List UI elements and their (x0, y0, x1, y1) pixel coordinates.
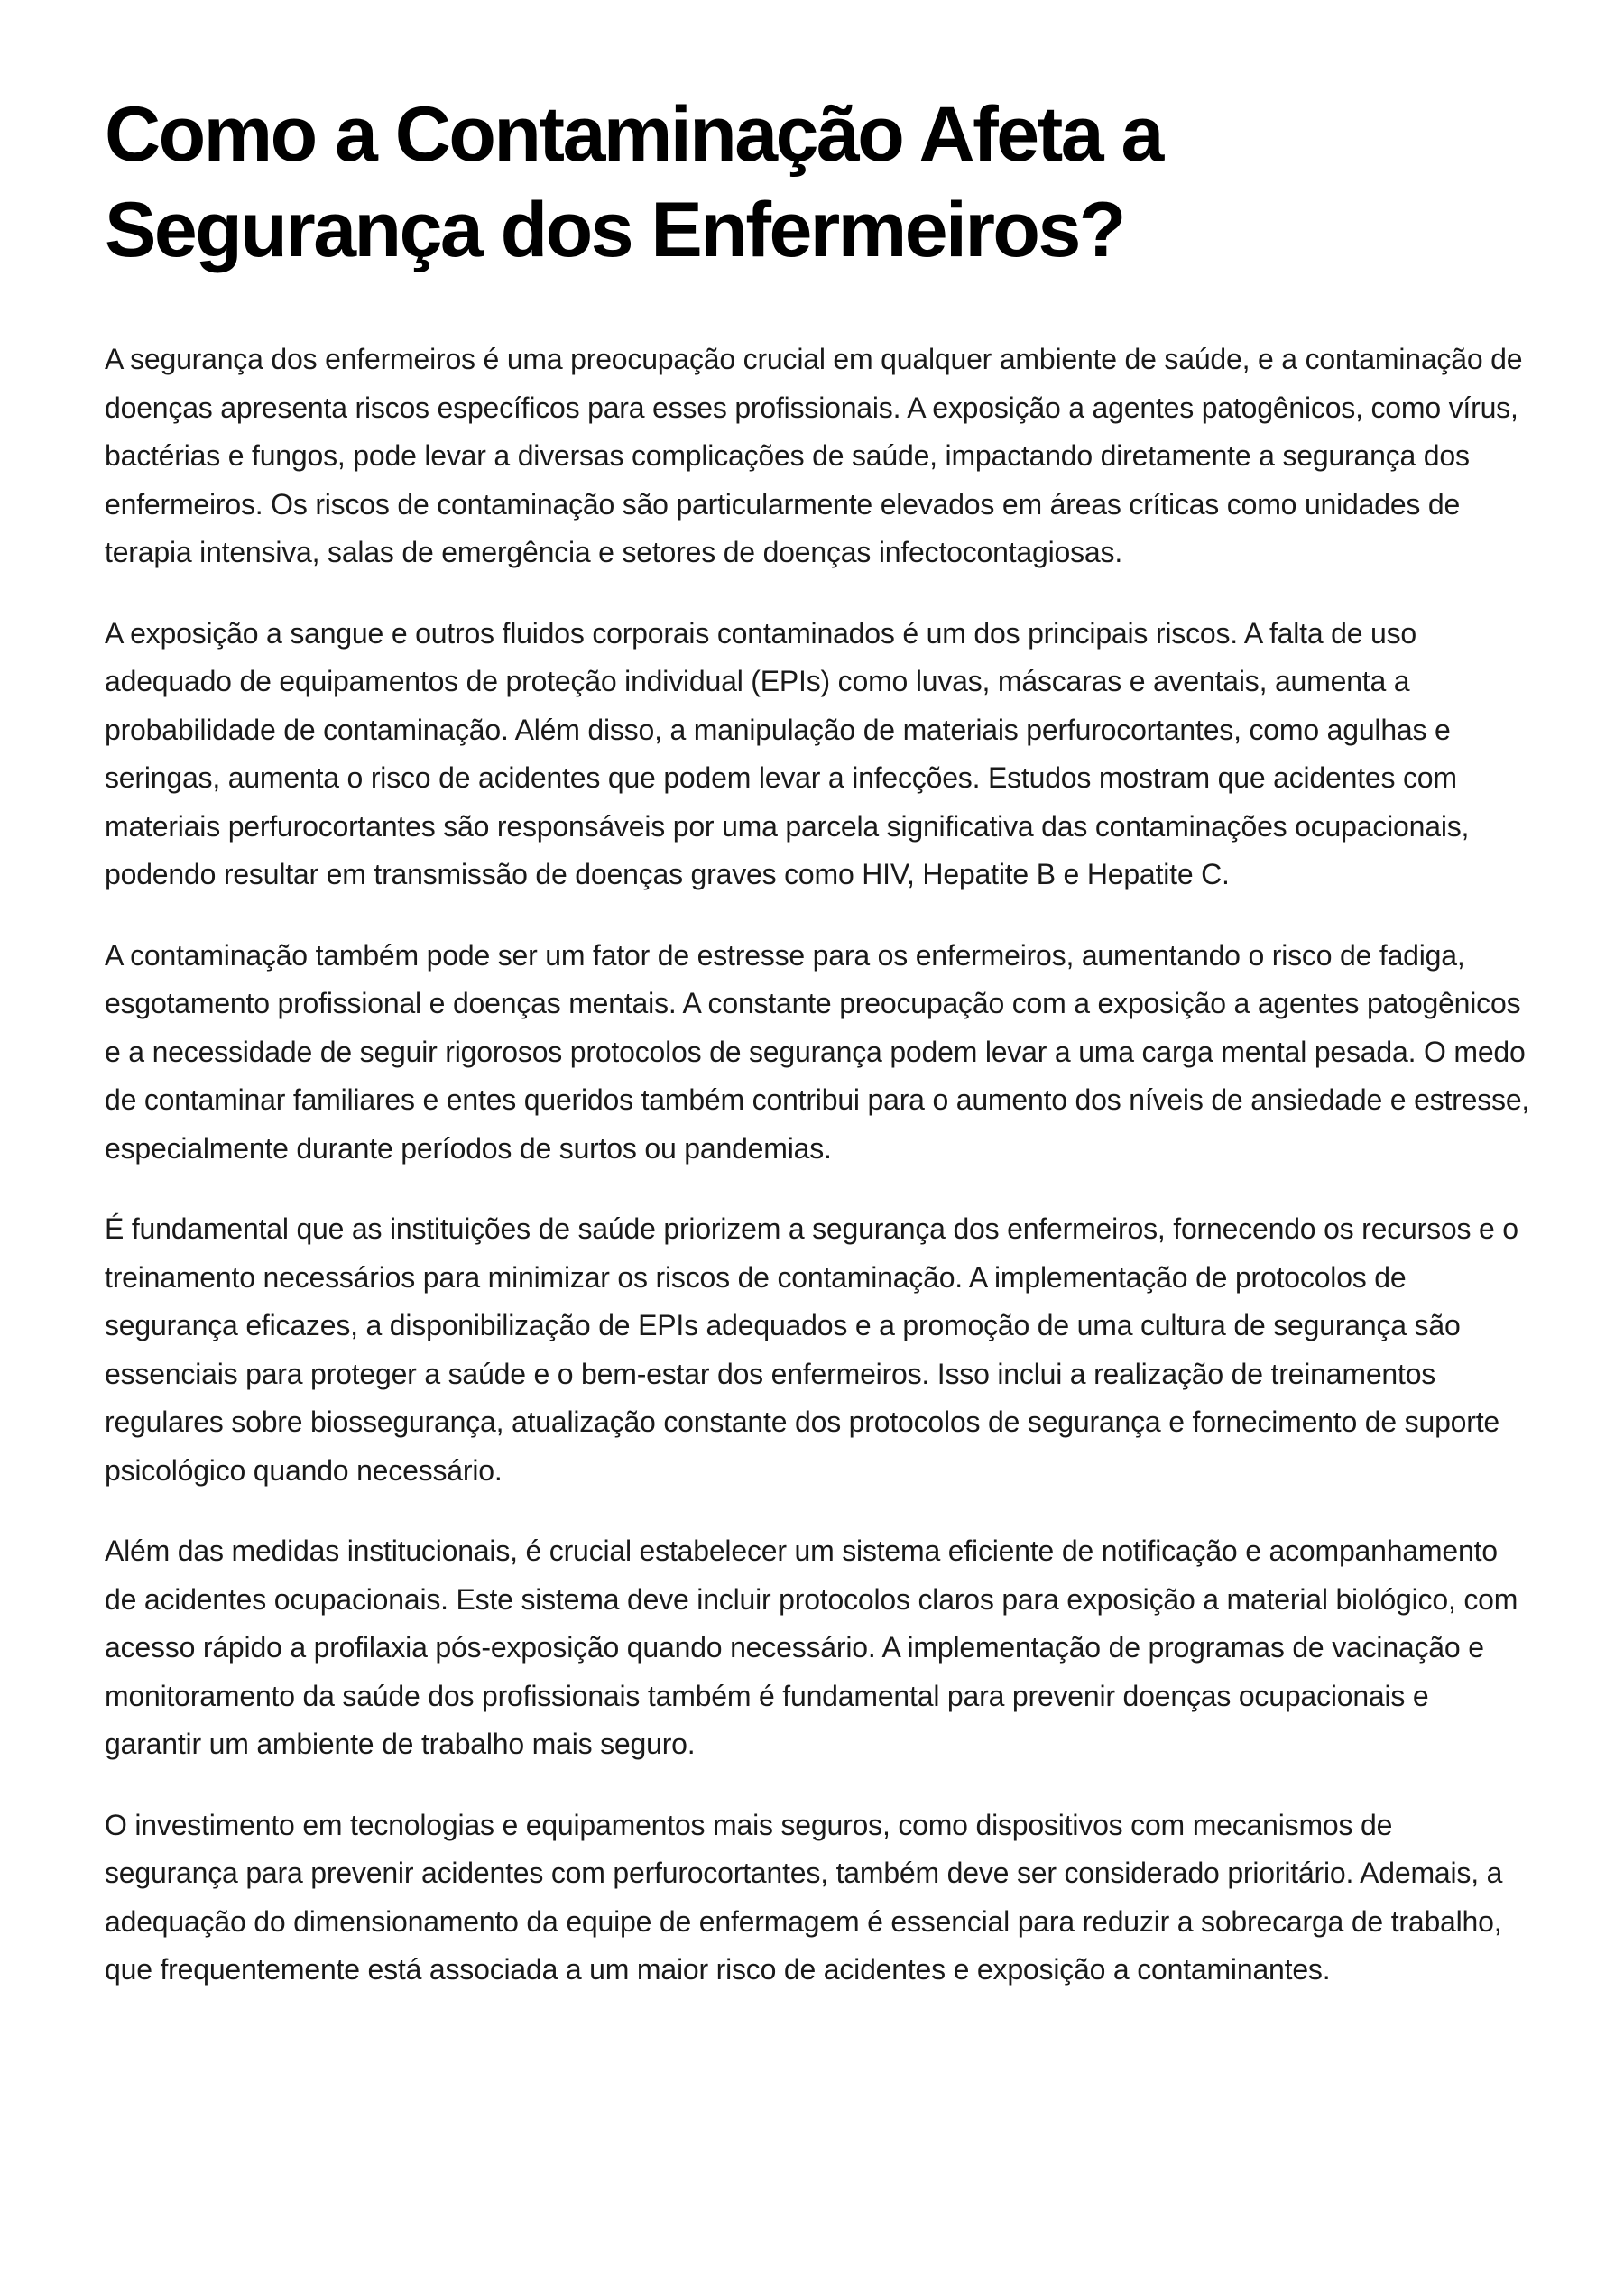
paragraph-6: O investimento em tecnologias e equipamentos mais seguros, como dispositivos com mecanismos de segurança para prevenir acidentes com perfurocortantes, também deve ser considerado prioritário. Ademais, a adequação do dimensionamento da equipe de enfermagem é essencial para reduzir a sobrecarga de trabalho, que frequentemente está associada a um maior risco de acidentes e exposição a contaminantes. (105, 1808, 1503, 1986)
document-title: Como a Contaminação Afeta a Segurança dos Enfermeiros? (105, 91, 1162, 273)
paragraph-4: É fundamental que as instituições de saúde priorizem a segurança dos enfermeiros, fornecendo os recursos e o treinamento necessários para minimizar os riscos de contaminação. A implementação de protocolos de segurança eficazes, a disponibilização de EPIs adequados e a promoção de uma cultura de segurança são essenciais para proteger a saúde e o bem-estar dos enfermeiros. Isso inclui a realização de treinamentos regulares sobre biossegurança, atualização constante dos protocolos de segurança e fornecimento de suporte psicológico quando necessário. (105, 1212, 1518, 1487)
paragraph-2: A exposição a sangue e outros fluidos corporais contaminados é um dos principais riscos. A falta de uso adequado de equipamentos de proteção individual (EPIs) como luvas, máscaras e aventais, aumenta a probabilidade de contaminação. Além disso, a manipulação de materiais perfurocortantes, como agulhas e seringas, aumenta o risco de acidentes que podem levar a infecções. Estudos mostram que acidentes com materiais perfurocortantes são responsáveis por uma parcela significativa das contaminações ocupacionais, podendo resultar em transmissão de doenças graves como HIV, Hepatite B e Hepatite C. (105, 616, 1470, 890)
document-page (105, 87, 1530, 2027)
paragraph-3: A contaminação também pode ser um fator de estresse para os enfermeiros, aumentando o risco de fadiga, esgotamento profissional e doenças mentais. A constante preocupação com a exposição a agentes patogênicos e a necessidade de seguir rigorosos protocolos de segurança podem levar a uma carga mental pesada. O medo de contaminar familiares e entes queridos também contribui para o aumento dos níveis de ansiedade e estresse, especialmente durante períodos de surtos ou pandemias. (105, 938, 1530, 1165)
paragraph-5: Além das medidas institucionais, é crucial estabelecer um sistema eficiente de notificação e acompanhamento de acidentes ocupacionais. Este sistema deve incluir protocolos claros para exposição a material biológico, com acesso rápido a profilaxia pós-exposição quando necessário. A implementação de programas de vacinação e monitoramento da saúde dos profissionais também é fundamental para prevenir doenças ocupacionais e garantir um ambiente de trabalho mais seguro. (105, 1535, 1518, 1760)
paragraph-1: A segurança dos enfermeiros é uma preocupação crucial em qualquer ambiente de saúde, e a contaminação de doenças apresenta riscos específicos para esses profissionais. A exposição a agentes patogênicos, como vírus, bactérias e fungos, pode levar a diversas complicações de saúde, impactando diretamente a segurança dos enfermeiros. Os riscos de contaminação são particularmente elevados em áreas críticas como unidades de terapia intensiva, salas de emergência e setores de doenças infectocontagiosas. (105, 343, 1523, 568)
